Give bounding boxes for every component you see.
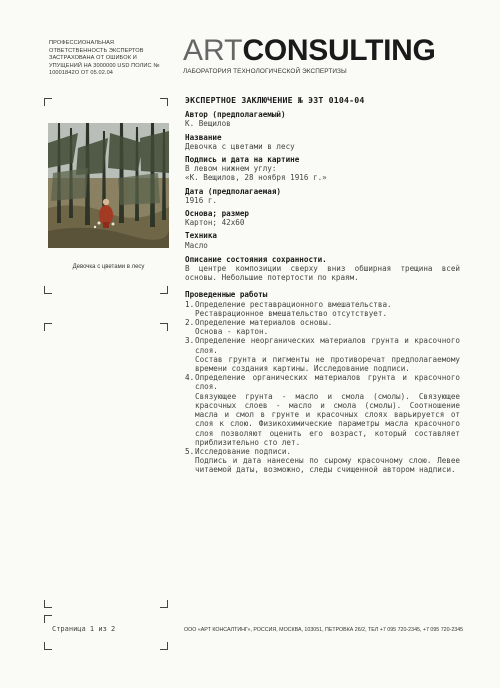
crop-mark: [160, 323, 168, 331]
crop-mark: [44, 286, 52, 294]
title-label: Название: [185, 132, 222, 142]
crop-mark: [160, 642, 168, 650]
work-title: Определение органических материалов грунта и красочного слоя.: [195, 373, 460, 392]
condition-label: Описание состояния сохранности.: [185, 254, 327, 264]
crop-mark: [44, 323, 52, 331]
list-item: 2. Определение материалов основы. Основа - картон.: [185, 318, 460, 336]
author-value: К. Вещилов: [185, 119, 231, 129]
logo-consulting: CONSULTING: [242, 34, 436, 67]
footer-address: ООО «АРТ КОНСАЛТИНГ», РОССИЯ, МОСКВА, 103051, ПЕТРОВКА 26/2, ТЕЛ +7 095 720-2345, +7 095 720-2345: [184, 627, 464, 633]
author-label: Автор (предполагаемый): [185, 110, 286, 120]
work-title: Определение материалов основы.: [195, 318, 333, 328]
date-value: 1916 г.: [185, 195, 218, 205]
work-text: Связующее грунта - масло и смола (смолы). Связующее красочных слоев - масло и смола (смолы). Соотношение масла и смол в грунте и красочных слоях варьируется от слоя к слою. Физикохимические параметры масла красочного слоя позволяют оценить его возраст, который составляет приблизительно сто лет.: [195, 391, 460, 447]
base-value: Картон; 42х60: [185, 218, 245, 228]
date-label: Дата (предполагаемая): [185, 186, 282, 196]
crop-mark: [160, 98, 168, 106]
work-title: Исследование подписи.: [195, 446, 292, 456]
work-title: Определение неорганических материалов грунта и красочного слоя.: [195, 336, 460, 355]
signature-line2: «К. Вещилов, 28 ноября 1916 г.»: [185, 173, 327, 183]
title-value: Девочка с цветами в лесу: [185, 141, 295, 151]
signature-line1: В левом нижнем углу:: [185, 164, 277, 174]
crop-mark: [160, 286, 168, 294]
crop-mark: [160, 600, 168, 608]
technique-value: Масло: [185, 240, 208, 250]
works-list: [185, 300, 460, 475]
condition-text: В центре композиции сверху вниз обширная трещина всей основы. Небольшие потертости по краям.: [185, 264, 460, 283]
works-section: [185, 290, 460, 474]
insurance-note: ПРОФЕССИОНАЛЬНАЯ ОТВЕТСТВЕННОСТЬ ЭКСПЕРТОВ ЗАСТРАХОВАНА ОТ ОШИБОК И УПУЩЕНИЙ НА 3000000 USD ПОЛИС № 10001842О ОТ 05.02.04: [49, 40, 160, 77]
logo-art: ART: [183, 34, 243, 67]
work-text: Подпись и дата нанесены по сырому красочному слою. Левее читаемой даты, возможно, следы счищенной автором надписи.: [195, 456, 460, 475]
author-field: [185, 110, 460, 128]
expert-report: [185, 96, 460, 483]
page-number: Страница 1 из 2: [52, 625, 116, 633]
work-text: Реставрационное вмешательство отсутствует.: [195, 308, 388, 318]
technique-field: [185, 231, 460, 249]
crop-mark: [44, 642, 52, 650]
work-text: Основа - картон.: [195, 327, 269, 337]
list-item: 1. Определение реставрационного вмешательства. Реставрационное вмешательство отсутствует.: [185, 300, 460, 318]
painting-caption: Девочка с цветами в лесу: [72, 264, 145, 270]
technique-label: Техника: [185, 231, 218, 241]
logo-wordmark: [183, 36, 436, 66]
base-label: Основа; размер: [185, 209, 250, 219]
signature-label: Подпись и дата на картине: [185, 155, 300, 165]
list-item: 3. Определение неорганических материалов грунта и красочного слоя. Состав грунта и пигменты не противоречат предполагаемому времени создания картины. Исследование подписи.: [185, 336, 460, 374]
crop-mark: [44, 98, 52, 106]
crop-mark: [44, 600, 52, 608]
painting-image: [48, 123, 169, 248]
report-heading: ЭКСПЕРТНОЕ ЗАКЛЮЧЕНИЕ № ЭЗТ 0104-04: [185, 95, 365, 105]
base-field: [185, 209, 460, 227]
work-text: Состав грунта и пигменты не противоречат предполагаемому времени создания картины. Исследование подписи.: [195, 354, 460, 374]
work-title: Определение реставрационного вмешательства.: [195, 299, 392, 309]
date-field: [185, 187, 460, 205]
list-item: 4. Определение органических материалов грунта и красочного слоя. Связующее грунта - масло и смола (смолы). Связующее красочных слоев - масло и смола (смолы). Соотношение масла и смол в грунте и красочных слоях варьируется от слоя к слою. Физикохимические параметры масла красочного слоя позволяют оценить его возраст, который составляет приблизительно сто лет.: [185, 373, 460, 447]
logo-subtitle: ЛАБОРАТОРИЯ ТЕХНОЛОГИЧЕСКОЙ ЭКСПЕРТИЗЫ: [183, 68, 347, 75]
list-item: 5. Исследование подписи. Подпись и дата нанесены по сырому красочному слою. Левее читаемой даты, возможно, следы счищенной автором надписи.: [185, 446, 460, 475]
crop-mark: [44, 615, 52, 623]
signature-field: [185, 155, 460, 183]
company-logo: [183, 36, 436, 75]
title-field: [185, 133, 460, 151]
works-label: Проведенные работы: [185, 290, 268, 300]
condition-section: [185, 255, 460, 283]
